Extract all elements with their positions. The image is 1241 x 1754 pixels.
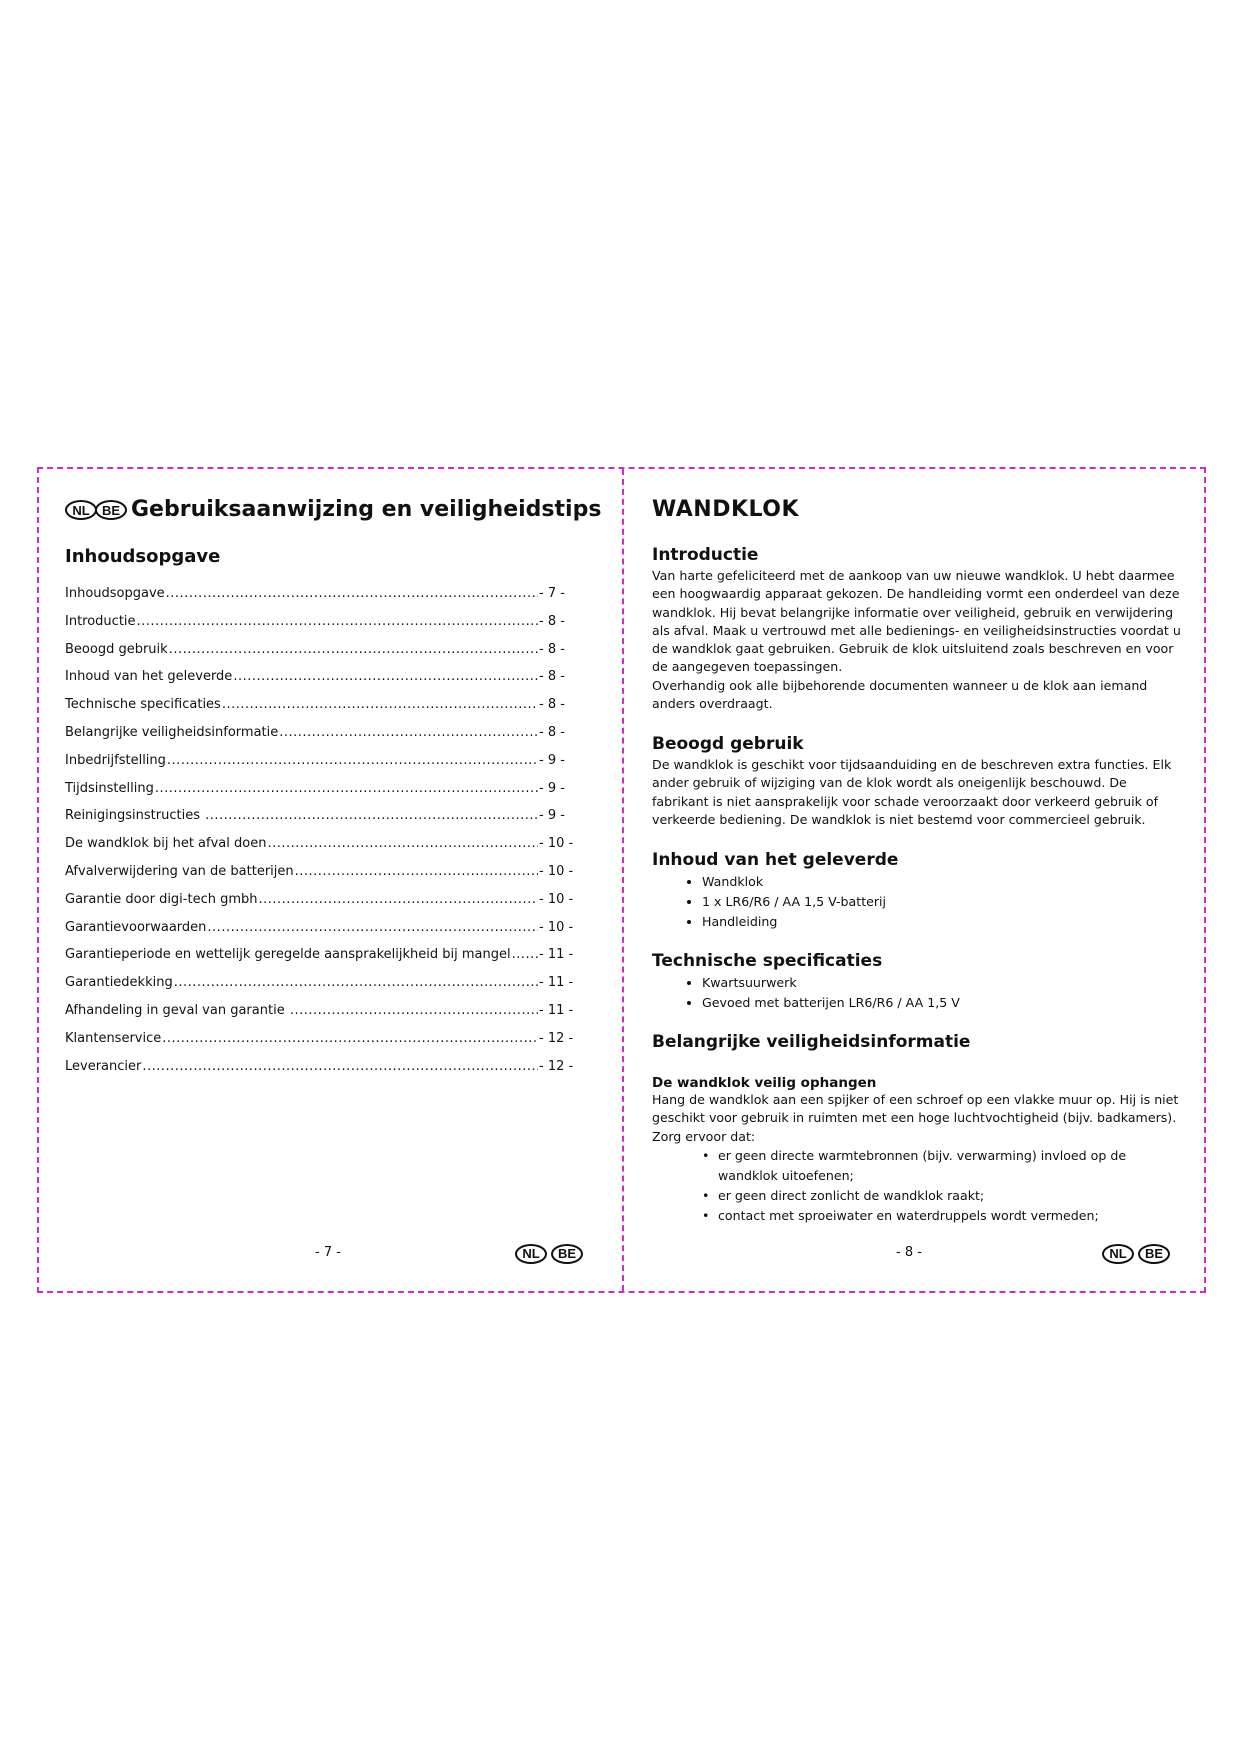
toc-entry[interactable]	[65, 1059, 575, 1087]
toc-entry-label: Inhoud van het geleverde	[65, 669, 233, 685]
toc-entry-page: - 12 -	[539, 1058, 574, 1074]
toc-dot-leader	[174, 975, 538, 990]
toc-entry-label: Leverancier	[65, 1058, 142, 1074]
toc-entry-label: Inbedrijfstelling	[65, 752, 166, 768]
toc-entry[interactable]	[65, 975, 575, 1003]
page-number: - 8 -	[896, 1245, 922, 1260]
toc-entry-label: Garantiedekking	[65, 975, 173, 991]
toc-entry-page: - 10 -	[539, 863, 574, 879]
list-item: • Handleiding	[702, 912, 1182, 932]
toc-dot-leader	[233, 669, 538, 684]
page-number: - 7 -	[315, 1245, 341, 1260]
toc-entry-label: De wandklok bij het afval doen	[65, 836, 267, 852]
toc-dot-leader	[155, 781, 538, 796]
toc-entry[interactable]	[65, 642, 575, 670]
toc-dot-leader	[142, 1059, 538, 1074]
toc-entry-label: Introductie	[65, 613, 136, 629]
toc-entry-page: - 10 -	[539, 836, 574, 852]
toc-heading: Inhoudsopgave	[65, 546, 221, 567]
toc-entry-page: - 8 -	[539, 697, 565, 713]
footer-badges	[1102, 1243, 1174, 1264]
toc-dot-leader	[169, 642, 538, 657]
section-introductie	[652, 545, 1182, 713]
toc-dot-leader	[512, 947, 538, 962]
toc-entry[interactable]	[65, 669, 575, 697]
toc-entry[interactable]	[65, 808, 575, 836]
toc-dot-leader	[137, 614, 538, 629]
toc-entry-label: Inhoudsopgave	[65, 586, 165, 601]
toc-entry[interactable]	[65, 614, 575, 642]
section-text: Hang de wandklok aan een spijker of een schroef op een vlakke muur op. Hij is niet geschikt voor gebruik in ruimten met een hoge luchtvochtigheid (bijv. badkamers). Zorg ervoor dat:	[652, 1092, 1179, 1144]
page-right	[624, 469, 1206, 1291]
list-item: • er geen direct zonlicht de wandklok raakt;	[702, 1186, 1182, 1206]
section-heading: Beoogd gebruik	[652, 734, 804, 754]
toc-entry[interactable]	[65, 586, 575, 614]
list-item: • Kwartsuurwerk	[702, 973, 1182, 993]
toc-entry[interactable]	[65, 753, 575, 781]
section-veiligheidsinformatie	[652, 1032, 1182, 1054]
toc-entry-label: Garantieperiode en wettelijk geregelde aansprakelijkheid bij mangel	[65, 947, 511, 963]
language-badge-be: BE	[551, 1244, 583, 1264]
toc-entry-label: Technische specificaties	[65, 697, 221, 713]
toc-entry-label: Klantenservice	[65, 1030, 162, 1046]
toc-entry[interactable]	[65, 697, 575, 725]
toc-entry-label: Belangrijke veiligheidsinformatie	[65, 724, 279, 740]
toc-entry[interactable]	[65, 920, 575, 948]
section-heading: Belangrijke veiligheidsinformatie	[652, 1032, 971, 1052]
toc-entry-page: - 9 -	[539, 780, 565, 796]
manual-title-text: Gebruiksaanwijzing en veiligheidstips	[131, 497, 602, 522]
subsection-heading: De wandklok veilig ophangen	[652, 1075, 877, 1091]
list-item: • contact met sproeiwater en waterdruppels wordt vermeden;	[702, 1206, 1182, 1226]
toc-entry-page: - 11 -	[539, 975, 574, 991]
subsection-ophangen	[652, 1075, 1182, 1226]
toc-dot-leader	[205, 808, 538, 823]
toc-dot-leader	[290, 1003, 538, 1018]
toc-entry-label: Garantie door digi-tech gmbh	[65, 891, 258, 907]
list-item: • 1 x LR6/R6 / AA 1,5 V-batterij	[702, 892, 1182, 912]
manual-title	[65, 497, 601, 522]
toc-entry-label: Afhandeling in geval van garantie	[65, 1002, 289, 1018]
toc-entry[interactable]	[65, 781, 575, 809]
section-text: Overhandig ook alle bijbehorende documenten wanneer u de klok aan iemand anders overdraagt.	[652, 677, 1148, 712]
hang-list	[652, 1146, 1182, 1226]
section-text: De wandklok is geschikt voor tijdsaanduiding en de beschreven extra functies. Elk ander gebruik of wijziging van de klok wordt als oneigenlijk beschouwd. De fabrikant is niet aansprakelijk voor schade veroorzaakt door verkeerd gebruik of verkeerde bediening. De wandklok is niet bestemd voor commercieel gebruik.	[652, 757, 1172, 827]
section-heading: Technische specificaties	[652, 951, 883, 971]
language-badge-nl: NL	[515, 1244, 547, 1264]
language-badge-be: BE	[95, 500, 127, 520]
toc-entry-label: Garantievoorwaarden	[65, 919, 207, 935]
section-heading: Introductie	[652, 545, 759, 565]
manual-spread	[37, 467, 1206, 1293]
section-heading: Inhoud van het geleverde	[652, 850, 899, 870]
toc-entry[interactable]	[65, 725, 575, 753]
section-technische-specificaties	[652, 951, 1182, 1013]
toc-dot-leader	[166, 586, 538, 601]
toc-dot-leader	[267, 836, 538, 851]
toc-entry[interactable]	[65, 947, 575, 975]
language-badge-nl: NL	[65, 500, 97, 520]
toc-entry-label: Reinigingsinstructies	[65, 808, 205, 824]
tech-list	[652, 973, 1182, 1013]
toc-dot-leader	[279, 725, 538, 740]
toc-dot-leader	[222, 697, 538, 712]
section-text: Van harte gefeliciteerd met de aankoop van uw nieuwe wandklok. U hebt daarmee een hoogwaardig apparaat gekozen. De handleiding vormt een onderdeel van deze wandklok. Hij bevat belangrijke informatie over veiligheid, gebruik en verwijdering als afval. Maak u vertrouwd met alle bedienings- en veiligheidsinstructies voordat u de wandklok gaat gebruiken. Gebruik de klok uitsluitend zoals beschreven en voor de aangegeven toepassingen.	[652, 568, 1181, 675]
toc-entry-page: - 9 -	[539, 752, 565, 768]
section-beoogd-gebruik	[652, 734, 1182, 829]
toc-entry-page: - 8 -	[539, 669, 565, 685]
list-item: • Wandklok	[702, 872, 1182, 892]
toc-entry[interactable]	[65, 892, 575, 920]
toc-entry-page: - 10 -	[539, 919, 574, 935]
toc-dot-leader	[207, 920, 538, 935]
toc-entry-label: Beoogd gebruik	[65, 641, 168, 657]
toc-entry-label: Afvalverwijdering van de batterijen	[65, 863, 294, 879]
list-item: • er geen directe warmtebronnen (bijv. verwarming) invloed op de wandklok uitoefenen;	[702, 1146, 1182, 1186]
footer-badges	[515, 1243, 587, 1264]
toc-entry-page: - 8 -	[539, 724, 565, 740]
toc-entry[interactable]	[65, 1031, 575, 1059]
product-title: WANDKLOK	[652, 497, 800, 522]
toc-entry-page: - 8 -	[539, 613, 565, 629]
toc-dot-leader	[162, 1031, 538, 1046]
toc-dot-leader	[167, 753, 538, 768]
table-of-contents	[65, 586, 575, 1086]
toc-entry[interactable]	[65, 864, 575, 892]
language-badge-be: BE	[1138, 1244, 1170, 1264]
list-item: • Gevoed met batterijen LR6/R6 / AA 1,5 V	[702, 993, 1182, 1013]
toc-entry-page: - 8 -	[539, 641, 565, 657]
toc-entry-page: - 11 -	[539, 1002, 574, 1018]
page-left	[39, 469, 622, 1291]
toc-entry-page: - 12 -	[539, 1030, 574, 1046]
toc-dot-leader	[259, 892, 538, 907]
toc-entry-page: - 10 -	[539, 891, 574, 907]
toc-entry-label: Tijdsinstelling	[65, 780, 154, 796]
toc-entry[interactable]	[65, 1003, 575, 1031]
contents-list	[652, 872, 1182, 932]
toc-entry-page: - 7 -	[539, 586, 565, 601]
language-badge-nl: NL	[1102, 1244, 1134, 1264]
toc-entry-page: - 9 -	[539, 808, 565, 824]
toc-entry-page: - 11 -	[539, 947, 574, 963]
section-inhoud	[652, 850, 1182, 932]
toc-entry[interactable]	[65, 836, 575, 864]
toc-dot-leader	[295, 864, 538, 879]
